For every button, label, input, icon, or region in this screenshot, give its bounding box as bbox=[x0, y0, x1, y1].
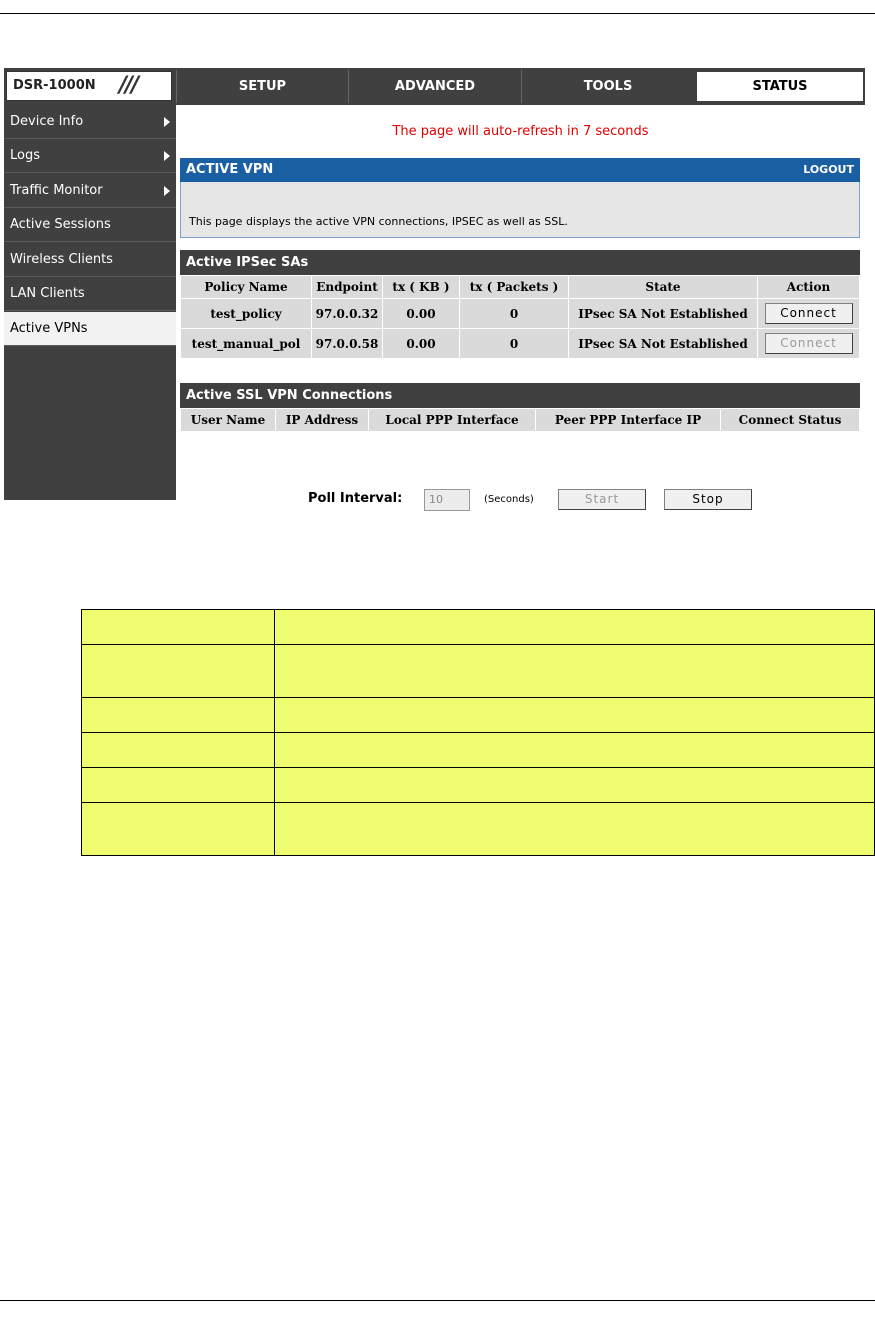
tab-setup[interactable]: SETUP bbox=[176, 70, 348, 103]
table-row bbox=[82, 610, 875, 645]
action-cell bbox=[758, 299, 860, 329]
state-cell: IPsec SA Not Established bbox=[569, 329, 758, 359]
model-name: DSR-1000N bbox=[13, 78, 96, 93]
sidebar bbox=[4, 105, 176, 500]
table-row bbox=[82, 645, 875, 698]
sidebar-item-wireless-clients[interactable] bbox=[4, 243, 176, 277]
table-cell bbox=[275, 698, 875, 733]
chevron-right-icon bbox=[164, 151, 170, 161]
table-cell bbox=[82, 698, 275, 733]
sidebar-item-label: Logs bbox=[10, 148, 40, 163]
sidebar-item-label: LAN Clients bbox=[10, 286, 85, 301]
connect-button[interactable]: Connect bbox=[765, 303, 853, 324]
description-text: This page displays the active VPN connections, IPSEC as well as SSL. bbox=[189, 215, 568, 228]
column-header: IP Address bbox=[276, 409, 369, 432]
table-cell bbox=[82, 803, 275, 856]
sidebar-item-active-vpns[interactable] bbox=[4, 312, 176, 346]
table-header-row bbox=[181, 409, 860, 432]
logo-slashes-icon: /// bbox=[119, 73, 138, 98]
poll-interval-unit: (Seconds) bbox=[484, 494, 534, 505]
section-header bbox=[180, 158, 860, 182]
ssl-section-title: Active SSL VPN Connections bbox=[180, 383, 860, 408]
table-cell bbox=[275, 803, 875, 856]
page-description bbox=[180, 182, 860, 238]
auto-refresh-notice: The page will auto-refresh in 7 seconds bbox=[392, 124, 649, 139]
tab-advanced[interactable]: ADVANCED bbox=[348, 70, 521, 103]
column-header: tx ( KB ) bbox=[383, 276, 460, 299]
table-cell bbox=[82, 768, 275, 803]
chevron-right-icon bbox=[164, 186, 170, 196]
product-logo bbox=[6, 71, 172, 101]
table-cell bbox=[275, 733, 875, 768]
ipsec-table bbox=[180, 275, 860, 359]
sidebar-item-logs[interactable] bbox=[4, 139, 176, 173]
policy-name-cell: test_policy bbox=[181, 299, 312, 329]
top-nav-bar bbox=[4, 68, 865, 105]
column-header: Endpoint bbox=[312, 276, 383, 299]
sidebar-item-label: Device Info bbox=[10, 114, 84, 129]
table-row bbox=[82, 768, 875, 803]
table-row bbox=[82, 698, 875, 733]
start-button[interactable]: Start bbox=[558, 489, 646, 510]
sidebar-item-label: Active VPNs bbox=[10, 321, 88, 336]
table-cell bbox=[275, 768, 875, 803]
tx-kb-cell: 0.00 bbox=[383, 299, 460, 329]
main-content bbox=[176, 105, 865, 506]
ipsec-section-title: Active IPSec SAs bbox=[180, 250, 860, 275]
tab-tools[interactable]: TOOLS bbox=[521, 70, 694, 103]
column-header: User Name bbox=[181, 409, 276, 432]
table-cell bbox=[82, 610, 275, 645]
table-header-row bbox=[181, 276, 860, 299]
table-cell bbox=[82, 733, 275, 768]
sidebar-item-label: Active Sessions bbox=[10, 217, 111, 232]
page-header-rule bbox=[0, 13, 875, 14]
sidebar-item-traffic-monitor[interactable] bbox=[4, 174, 176, 208]
chevron-right-icon bbox=[164, 117, 170, 127]
sidebar-item-device-info[interactable] bbox=[4, 105, 176, 139]
tx-kb-cell: 0.00 bbox=[383, 329, 460, 359]
endpoint-cell: 97.0.0.32 bbox=[312, 299, 383, 329]
column-header: Local PPP Interface bbox=[369, 409, 536, 432]
state-cell: IPsec SA Not Established bbox=[569, 299, 758, 329]
page-footer-rule bbox=[0, 1300, 875, 1301]
tab-status[interactable]: STATUS bbox=[695, 70, 865, 103]
action-cell bbox=[758, 329, 860, 359]
tx-packets-cell: 0 bbox=[460, 299, 569, 329]
sidebar-item-label: Traffic Monitor bbox=[10, 183, 103, 198]
column-header: State bbox=[569, 276, 758, 299]
poll-interval-input[interactable]: 10 bbox=[424, 489, 470, 511]
column-header: Connect Status bbox=[721, 409, 860, 432]
column-header: Action bbox=[758, 276, 860, 299]
field-description-table bbox=[81, 609, 875, 856]
tx-packets-cell: 0 bbox=[460, 329, 569, 359]
ssl-table bbox=[180, 408, 860, 432]
poll-interval-label: Poll Interval: bbox=[308, 491, 403, 506]
sidebar-item-active-sessions[interactable] bbox=[4, 208, 176, 242]
sidebar-item-lan-clients[interactable] bbox=[4, 277, 176, 311]
sidebar-item-label: Wireless Clients bbox=[10, 252, 113, 267]
table-cell bbox=[82, 645, 275, 698]
table-cell bbox=[275, 645, 875, 698]
logout-link[interactable]: LOGOUT bbox=[803, 163, 854, 176]
table-cell bbox=[275, 610, 875, 645]
policy-name-cell: test_manual_pol bbox=[181, 329, 312, 359]
page-title: ACTIVE VPN bbox=[186, 162, 274, 177]
router-screenshot bbox=[4, 68, 865, 506]
connect-button-disabled[interactable]: Connect bbox=[765, 333, 853, 354]
column-header: Policy Name bbox=[181, 276, 312, 299]
table-row bbox=[181, 329, 860, 359]
table-row bbox=[181, 299, 860, 329]
column-header: Peer PPP Interface IP bbox=[536, 409, 721, 432]
table-row bbox=[82, 733, 875, 768]
endpoint-cell: 97.0.0.58 bbox=[312, 329, 383, 359]
column-header: tx ( Packets ) bbox=[460, 276, 569, 299]
stop-button[interactable]: Stop bbox=[664, 489, 752, 510]
table-row bbox=[82, 803, 875, 856]
